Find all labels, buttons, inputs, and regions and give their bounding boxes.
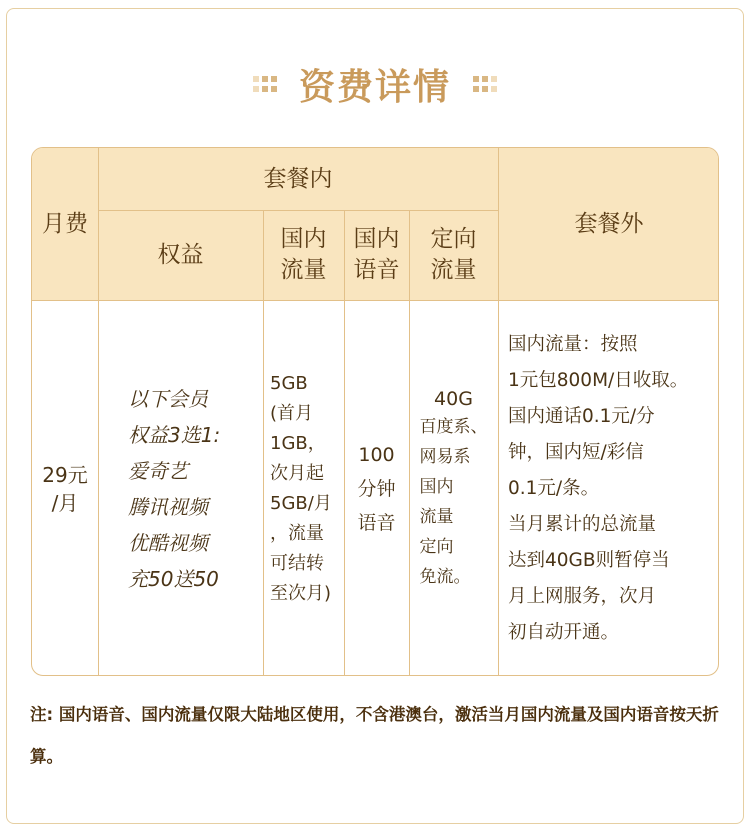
targeted-data-desc: 百度系、 网易系 国内 流量 定向 免流。 xyxy=(419,416,488,587)
row-targeted-data xyxy=(409,300,498,676)
header-out-package: 套餐外 xyxy=(498,148,719,300)
right-dots-icon xyxy=(473,76,497,92)
page-title: 资费详情 xyxy=(298,66,451,108)
header-monthly-fee: 月费 xyxy=(32,148,98,300)
divider xyxy=(263,210,264,676)
row-benefits: 以下会员 权益3选1: 爱奇艺 腾讯视频 优酷视频 充50送50 xyxy=(128,386,221,591)
fee-table xyxy=(31,147,719,676)
header-targeted-data: 定向 流量 xyxy=(409,210,498,300)
header-domestic-voice: 国内 语音 xyxy=(344,210,409,300)
row-domestic-voice: 100 分钟 语音 xyxy=(357,443,396,534)
title-row xyxy=(0,58,750,110)
footnote: 注: 国内语音、国内流量仅限大陆地区使用，不含港澳台，激活当月国内流量及国内语音按天折算。 xyxy=(30,705,719,766)
header-domestic-data: 国内 流量 xyxy=(263,210,344,300)
row-domestic-data: 5GB (首月 1GB， 次月起 5GB/月 ，流量 可结转 至次月) xyxy=(270,372,332,604)
header-in-package: 套餐内 xyxy=(98,148,498,210)
row-out-package: 国内流量：按照 1元包800M/日收取。 国内通话0.1元/分 钟，国内短/彩信 0.1元/条。 当月累计的总流量 达到40GB则暂停当 月上网服务，次月 初自动开通。 xyxy=(508,333,689,643)
header-benefits: 权益 xyxy=(98,210,263,300)
targeted-data-amount: 40G xyxy=(434,387,473,410)
left-dots-icon xyxy=(253,76,277,92)
divider xyxy=(98,148,99,676)
row-fee: 29元 /月 xyxy=(42,462,88,515)
divider xyxy=(98,210,498,211)
divider xyxy=(498,148,499,676)
